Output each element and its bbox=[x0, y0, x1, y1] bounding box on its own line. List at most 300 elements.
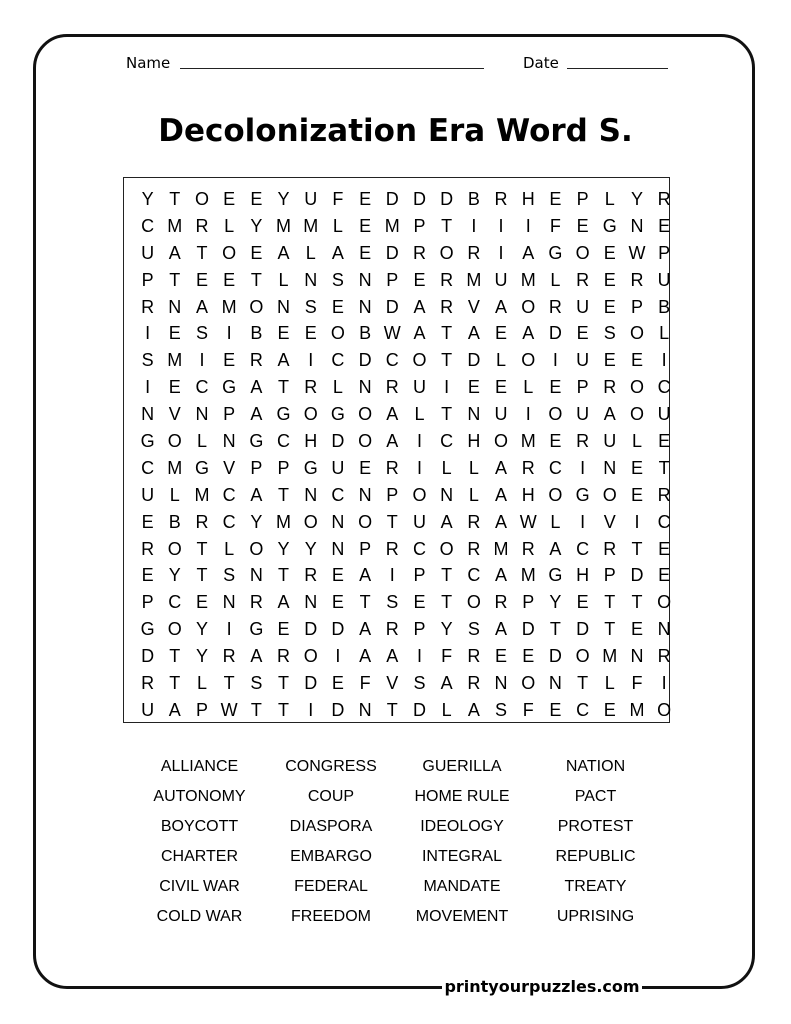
grid-letter[interactable]: C bbox=[331, 350, 345, 371]
grid-letter[interactable]: I bbox=[525, 215, 531, 236]
grid-letter[interactable]: P bbox=[413, 619, 426, 640]
grid-letter[interactable]: B bbox=[168, 511, 181, 532]
grid-letter[interactable]: A bbox=[495, 565, 508, 586]
grid-letter[interactable]: L bbox=[196, 431, 207, 452]
grid-letter[interactable]: T bbox=[250, 699, 262, 720]
grid-letter[interactable]: M bbox=[520, 269, 536, 290]
grid-letter[interactable]: B bbox=[658, 296, 671, 317]
grid-letter[interactable]: E bbox=[168, 377, 181, 398]
grid-letter[interactable]: U bbox=[576, 404, 590, 425]
grid-letter[interactable]: T bbox=[441, 215, 453, 236]
grid-letter[interactable]: R bbox=[249, 350, 263, 371]
grid-letter[interactable]: N bbox=[358, 269, 372, 290]
grid-letter[interactable]: E bbox=[277, 323, 290, 344]
grid-letter[interactable]: L bbox=[441, 699, 452, 720]
grid-letter[interactable]: Y bbox=[549, 592, 562, 613]
grid-letter[interactable]: N bbox=[168, 296, 182, 317]
grid-letter[interactable]: O bbox=[249, 296, 264, 317]
grid-letter[interactable]: E bbox=[630, 457, 643, 478]
grid-letter[interactable]: G bbox=[330, 404, 345, 425]
grid-letter[interactable]: A bbox=[195, 296, 208, 317]
grid-letter[interactable]: E bbox=[331, 565, 344, 586]
grid-letter[interactable]: M bbox=[276, 511, 292, 532]
grid-letter[interactable]: E bbox=[331, 296, 344, 317]
grid-letter[interactable]: E bbox=[141, 565, 154, 586]
grid-letter[interactable]: A bbox=[440, 511, 453, 532]
grid-letter[interactable]: C bbox=[331, 484, 345, 505]
grid-letter[interactable]: R bbox=[467, 538, 481, 559]
grid-letter[interactable]: V bbox=[223, 457, 236, 478]
grid-letter[interactable]: O bbox=[521, 673, 536, 694]
grid-letter[interactable]: O bbox=[575, 646, 590, 667]
grid-letter[interactable]: O bbox=[303, 404, 318, 425]
grid-letter[interactable]: L bbox=[305, 242, 316, 263]
grid-letter[interactable]: G bbox=[548, 565, 563, 586]
grid-letter[interactable]: A bbox=[549, 538, 562, 559]
grid-letter[interactable]: I bbox=[498, 215, 504, 236]
grid-letter[interactable]: R bbox=[141, 296, 155, 317]
grid-letter[interactable]: D bbox=[331, 431, 345, 452]
grid-letter[interactable]: T bbox=[278, 377, 290, 398]
grid-letter[interactable]: E bbox=[141, 511, 154, 532]
grid-letter[interactable]: E bbox=[549, 189, 562, 209]
grid-letter[interactable]: O bbox=[167, 619, 182, 640]
grid-letter[interactable]: T bbox=[278, 699, 290, 720]
grid-letter[interactable]: R bbox=[467, 511, 481, 532]
grid-letter[interactable]: T bbox=[169, 673, 181, 694]
grid-letter[interactable]: A bbox=[168, 242, 181, 263]
grid-letter[interactable]: D bbox=[467, 350, 481, 371]
grid-letter[interactable]: M bbox=[493, 538, 509, 559]
grid-letter[interactable]: E bbox=[277, 619, 290, 640]
grid-letter[interactable]: O bbox=[222, 242, 237, 263]
grid-letter[interactable]: E bbox=[413, 592, 426, 613]
grid-letter[interactable]: A bbox=[277, 242, 290, 263]
grid-letter[interactable]: D bbox=[331, 699, 345, 720]
grid-letter[interactable]: I bbox=[308, 699, 314, 720]
grid-letter[interactable]: M bbox=[520, 431, 536, 452]
grid-letter[interactable]: O bbox=[629, 377, 644, 398]
grid-letter[interactable]: S bbox=[467, 619, 480, 640]
grid-letter[interactable]: E bbox=[331, 673, 344, 694]
grid-letter[interactable]: M bbox=[194, 484, 210, 505]
grid-letter[interactable]: U bbox=[331, 457, 345, 478]
grid-letter[interactable]: A bbox=[359, 646, 372, 667]
grid-letter[interactable]: P bbox=[413, 215, 426, 236]
grid-letter[interactable]: T bbox=[577, 673, 589, 694]
grid-letter[interactable]: R bbox=[412, 242, 426, 263]
grid-letter[interactable]: D bbox=[412, 189, 426, 209]
grid-letter[interactable]: U bbox=[494, 404, 508, 425]
grid-letter[interactable]: R bbox=[576, 431, 590, 452]
grid-letter[interactable]: E bbox=[658, 431, 671, 452]
grid-letter[interactable]: A bbox=[277, 592, 290, 613]
grid-letter[interactable]: N bbox=[358, 484, 372, 505]
grid-letter[interactable]: E bbox=[467, 377, 480, 398]
grid-letter[interactable]: H bbox=[467, 431, 481, 452]
grid-letter[interactable]: D bbox=[385, 242, 399, 263]
grid-letter[interactable]: P bbox=[277, 457, 290, 478]
grid-letter[interactable]: C bbox=[195, 377, 209, 398]
grid-letter[interactable]: G bbox=[575, 484, 590, 505]
grid-letter[interactable]: L bbox=[523, 377, 534, 398]
grid-letter[interactable]: G bbox=[249, 431, 264, 452]
grid-letter[interactable]: D bbox=[358, 350, 372, 371]
grid-letter[interactable]: S bbox=[495, 699, 508, 720]
grid-letter[interactable]: O bbox=[358, 431, 373, 452]
grid-letter[interactable]: U bbox=[412, 377, 426, 398]
grid-letter[interactable]: E bbox=[549, 377, 562, 398]
grid-letter[interactable]: D bbox=[304, 673, 318, 694]
grid-letter[interactable]: L bbox=[441, 457, 452, 478]
grid-letter[interactable]: T bbox=[223, 673, 235, 694]
grid-letter[interactable]: I bbox=[199, 350, 205, 371]
grid-letter[interactable]: T bbox=[441, 323, 453, 344]
grid-letter[interactable]: U bbox=[412, 511, 426, 532]
grid-letter[interactable]: P bbox=[250, 457, 263, 478]
grid-letter[interactable]: F bbox=[441, 646, 453, 667]
grid-letter[interactable]: E bbox=[576, 215, 589, 236]
grid-letter[interactable]: O bbox=[303, 646, 318, 667]
grid-letter[interactable]: Y bbox=[195, 646, 208, 667]
grid-letter[interactable]: E bbox=[658, 565, 671, 586]
grid-letter[interactable]: F bbox=[631, 673, 643, 694]
grid-letter[interactable]: T bbox=[441, 592, 453, 613]
grid-letter[interactable]: T bbox=[278, 484, 290, 505]
grid-letter[interactable]: Y bbox=[304, 538, 317, 559]
grid-letter[interactable]: L bbox=[332, 377, 343, 398]
grid-letter[interactable]: E bbox=[658, 215, 671, 236]
grid-letter[interactable]: I bbox=[389, 565, 395, 586]
grid-letter[interactable]: U bbox=[494, 269, 508, 290]
grid-letter[interactable]: T bbox=[169, 189, 181, 209]
grid-letter[interactable]: M bbox=[221, 296, 237, 317]
grid-letter[interactable]: E bbox=[250, 242, 263, 263]
grid-letter[interactable]: E bbox=[658, 538, 671, 559]
grid-letter[interactable]: R bbox=[249, 592, 263, 613]
grid-letter[interactable]: E bbox=[304, 323, 317, 344]
grid-letter[interactable]: M bbox=[276, 215, 292, 236]
grid-letter[interactable]: C bbox=[576, 699, 590, 720]
grid-letter[interactable]: E bbox=[603, 296, 616, 317]
grid-letter[interactable]: D bbox=[304, 619, 318, 640]
grid-letter[interactable]: A bbox=[413, 323, 426, 344]
grid-letter[interactable]: P bbox=[223, 404, 236, 425]
grid-letter[interactable]: E bbox=[549, 699, 562, 720]
grid-letter[interactable]: R bbox=[657, 646, 671, 667]
grid-letter[interactable]: I bbox=[308, 350, 314, 371]
grid-letter[interactable]: N bbox=[304, 484, 318, 505]
grid-letter[interactable]: N bbox=[141, 404, 155, 425]
grid-letter[interactable]: A bbox=[467, 323, 480, 344]
grid-letter[interactable]: T bbox=[441, 565, 453, 586]
grid-letter[interactable]: T bbox=[631, 592, 643, 613]
grid-letter[interactable]: S bbox=[603, 323, 616, 344]
grid-letter[interactable]: O bbox=[521, 350, 536, 371]
grid-letter[interactable]: D bbox=[385, 296, 399, 317]
grid-letter[interactable]: O bbox=[439, 538, 454, 559]
grid-letter[interactable]: Y bbox=[250, 511, 263, 532]
grid-letter[interactable]: S bbox=[195, 323, 208, 344]
grid-letter[interactable]: S bbox=[413, 673, 426, 694]
grid-letter[interactable]: O bbox=[167, 431, 182, 452]
grid-letter[interactable]: E bbox=[195, 269, 208, 290]
grid-letter[interactable]: R bbox=[141, 538, 155, 559]
grid-letter[interactable]: A bbox=[413, 296, 426, 317]
grid-letter[interactable]: G bbox=[194, 457, 209, 478]
grid-letter[interactable]: C bbox=[576, 538, 590, 559]
grid-letter[interactable]: N bbox=[630, 646, 644, 667]
grid-letter[interactable]: N bbox=[331, 511, 345, 532]
grid-letter[interactable]: T bbox=[250, 269, 262, 290]
grid-letter[interactable]: I bbox=[226, 619, 232, 640]
grid-letter[interactable]: M bbox=[167, 215, 183, 236]
grid-letter[interactable]: R bbox=[385, 457, 399, 478]
grid-letter[interactable]: E bbox=[168, 323, 181, 344]
grid-letter[interactable]: R bbox=[494, 592, 508, 613]
grid-letter[interactable]: R bbox=[603, 538, 617, 559]
grid-letter[interactable]: R bbox=[467, 646, 481, 667]
grid-letter[interactable]: E bbox=[250, 189, 263, 209]
grid-letter[interactable]: I bbox=[661, 350, 667, 371]
grid-letter[interactable]: P bbox=[658, 242, 671, 263]
grid-letter[interactable]: V bbox=[386, 673, 399, 694]
grid-letter[interactable]: E bbox=[223, 350, 236, 371]
grid-letter[interactable]: E bbox=[413, 269, 426, 290]
grid-letter[interactable]: T bbox=[549, 619, 561, 640]
grid-letter[interactable]: P bbox=[576, 377, 589, 398]
grid-letter[interactable]: Y bbox=[440, 619, 453, 640]
grid-letter[interactable]: L bbox=[278, 269, 289, 290]
grid-letter[interactable]: N bbox=[603, 457, 617, 478]
grid-letter[interactable]: T bbox=[196, 538, 208, 559]
grid-letter[interactable]: P bbox=[141, 592, 154, 613]
grid-letter[interactable]: L bbox=[196, 673, 207, 694]
grid-letter[interactable]: L bbox=[604, 673, 615, 694]
grid-letter[interactable]: O bbox=[548, 404, 563, 425]
grid-letter[interactable]: R bbox=[222, 646, 236, 667]
grid-letter[interactable]: R bbox=[385, 377, 399, 398]
grid-letter[interactable]: R bbox=[603, 377, 617, 398]
grid-letter[interactable]: W bbox=[628, 242, 646, 263]
grid-letter[interactable]: A bbox=[440, 673, 453, 694]
grid-letter[interactable]: P bbox=[195, 699, 208, 720]
grid-letter[interactable]: H bbox=[521, 484, 535, 505]
grid-letter[interactable]: E bbox=[495, 323, 508, 344]
grid-letter[interactable]: H bbox=[576, 565, 590, 586]
grid-letter[interactable]: N bbox=[249, 565, 263, 586]
grid-letter[interactable]: C bbox=[168, 592, 182, 613]
grid-letter[interactable]: E bbox=[359, 215, 372, 236]
grid-letter[interactable]: F bbox=[549, 215, 561, 236]
grid-letter[interactable]: Y bbox=[630, 189, 643, 209]
grid-letter[interactable]: I bbox=[661, 673, 667, 694]
grid-letter[interactable]: G bbox=[548, 242, 563, 263]
grid-letter[interactable]: N bbox=[304, 592, 318, 613]
grid-letter[interactable]: T bbox=[278, 565, 290, 586]
grid-letter[interactable]: S bbox=[141, 350, 154, 371]
grid-letter[interactable]: L bbox=[468, 457, 479, 478]
grid-letter[interactable]: D bbox=[412, 699, 426, 720]
grid-letter[interactable]: T bbox=[441, 350, 453, 371]
grid-letter[interactable]: O bbox=[330, 323, 345, 344]
grid-letter[interactable]: A bbox=[495, 457, 508, 478]
grid-letter[interactable]: E bbox=[603, 699, 616, 720]
grid-letter[interactable]: E bbox=[495, 646, 508, 667]
grid-letter[interactable]: A bbox=[250, 484, 263, 505]
grid-letter[interactable]: G bbox=[140, 619, 155, 640]
grid-letter[interactable]: T bbox=[196, 565, 208, 586]
grid-letter[interactable]: O bbox=[358, 404, 373, 425]
grid-letter[interactable]: A bbox=[522, 242, 535, 263]
grid-letter[interactable]: D bbox=[548, 646, 562, 667]
grid-letter[interactable]: I bbox=[634, 511, 640, 532]
grid-letter[interactable]: I bbox=[145, 323, 151, 344]
grid-letter[interactable]: T bbox=[441, 404, 453, 425]
grid-letter[interactable]: R bbox=[195, 215, 209, 236]
grid-letter[interactable]: O bbox=[466, 592, 481, 613]
grid-letter[interactable]: U bbox=[304, 189, 318, 209]
grid-letter[interactable]: E bbox=[331, 592, 344, 613]
grid-letter[interactable]: D bbox=[385, 189, 399, 209]
grid-letter[interactable]: W bbox=[383, 323, 401, 344]
grid-letter[interactable]: O bbox=[521, 296, 536, 317]
grid-letter[interactable]: E bbox=[576, 592, 589, 613]
grid-letter[interactable]: P bbox=[576, 189, 589, 209]
grid-letter[interactable]: P bbox=[603, 565, 616, 586]
grid-letter[interactable]: D bbox=[548, 323, 562, 344]
grid-letter[interactable]: C bbox=[222, 511, 236, 532]
grid-letter[interactable]: Y bbox=[277, 538, 290, 559]
grid-letter[interactable]: I bbox=[580, 457, 586, 478]
grid-letter[interactable]: A bbox=[359, 565, 372, 586]
grid-letter[interactable]: O bbox=[602, 484, 617, 505]
grid-letter[interactable]: T bbox=[169, 269, 181, 290]
grid-letter[interactable]: B bbox=[359, 323, 372, 344]
grid-letter[interactable]: O bbox=[167, 538, 182, 559]
grid-letter[interactable]: E bbox=[223, 189, 236, 209]
grid-letter[interactable]: N bbox=[358, 377, 372, 398]
grid-letter[interactable]: A bbox=[359, 619, 372, 640]
grid-letter[interactable]: N bbox=[630, 215, 644, 236]
grid-letter[interactable]: L bbox=[414, 404, 425, 425]
grid-letter[interactable]: S bbox=[250, 673, 263, 694]
grid-letter[interactable]: R bbox=[657, 189, 671, 209]
grid-letter[interactable]: O bbox=[249, 538, 264, 559]
grid-letter[interactable]: L bbox=[550, 269, 561, 290]
grid-letter[interactable]: Y bbox=[195, 619, 208, 640]
grid-letter[interactable]: S bbox=[331, 269, 344, 290]
grid-letter[interactable]: O bbox=[412, 484, 427, 505]
grid-letter[interactable]: D bbox=[630, 565, 644, 586]
grid-letter[interactable]: P bbox=[386, 484, 399, 505]
grid-letter[interactable]: R bbox=[630, 269, 644, 290]
grid-letter[interactable]: P bbox=[522, 592, 535, 613]
grid-letter[interactable]: G bbox=[140, 431, 155, 452]
grid-letter[interactable]: C bbox=[141, 457, 155, 478]
grid-letter[interactable]: N bbox=[222, 431, 236, 452]
grid-letter[interactable]: I bbox=[525, 404, 531, 425]
grid-letter[interactable]: N bbox=[195, 404, 209, 425]
grid-letter[interactable]: R bbox=[657, 484, 671, 505]
grid-letter[interactable]: O bbox=[548, 484, 563, 505]
grid-letter[interactable]: U bbox=[141, 484, 155, 505]
grid-letter[interactable]: A bbox=[168, 699, 181, 720]
grid-letter[interactable]: U bbox=[657, 404, 671, 425]
grid-letter[interactable]: M bbox=[629, 699, 645, 720]
grid-letter[interactable]: P bbox=[413, 565, 426, 586]
grid-letter[interactable]: M bbox=[520, 565, 536, 586]
grid-letter[interactable]: O bbox=[629, 404, 644, 425]
date-field-line[interactable] bbox=[567, 68, 668, 69]
grid-letter[interactable]: U bbox=[657, 269, 671, 290]
grid-letter[interactable]: L bbox=[169, 484, 180, 505]
grid-letter[interactable]: P bbox=[141, 269, 154, 290]
name-field-line[interactable] bbox=[180, 68, 484, 69]
grid-letter[interactable]: E bbox=[630, 619, 643, 640]
grid-letter[interactable]: E bbox=[603, 269, 616, 290]
grid-letter[interactable]: N bbox=[548, 673, 562, 694]
grid-letter[interactable]: M bbox=[466, 269, 482, 290]
grid-letter[interactable]: I bbox=[498, 242, 504, 263]
grid-letter[interactable]: O bbox=[575, 242, 590, 263]
grid-letter[interactable]: O bbox=[494, 431, 509, 452]
grid-letter[interactable]: M bbox=[384, 215, 400, 236]
grid-letter[interactable]: N bbox=[277, 296, 291, 317]
grid-letter[interactable]: D bbox=[576, 619, 590, 640]
grid-letter[interactable]: B bbox=[250, 323, 263, 344]
grid-letter[interactable]: E bbox=[549, 431, 562, 452]
grid-letter[interactable]: T bbox=[658, 457, 670, 478]
grid-letter[interactable]: E bbox=[576, 323, 589, 344]
grid-letter[interactable]: E bbox=[495, 377, 508, 398]
grid-letter[interactable]: O bbox=[629, 323, 644, 344]
grid-letter[interactable]: E bbox=[522, 646, 535, 667]
grid-letter[interactable]: C bbox=[657, 511, 671, 532]
grid-letter[interactable]: M bbox=[602, 646, 618, 667]
grid-letter[interactable]: R bbox=[440, 269, 454, 290]
grid-letter[interactable]: R bbox=[576, 269, 590, 290]
grid-letter[interactable]: G bbox=[276, 404, 291, 425]
grid-letter[interactable]: A bbox=[495, 484, 508, 505]
grid-letter[interactable]: E bbox=[359, 457, 372, 478]
grid-letter[interactable]: T bbox=[359, 592, 371, 613]
grid-letter[interactable]: O bbox=[439, 242, 454, 263]
grid-letter[interactable]: R bbox=[548, 296, 562, 317]
grid-letter[interactable]: U bbox=[576, 296, 590, 317]
grid-letter[interactable]: I bbox=[444, 377, 450, 398]
grid-letter[interactable]: P bbox=[386, 269, 399, 290]
grid-letter[interactable]: L bbox=[631, 431, 642, 452]
grid-letter[interactable]: H bbox=[521, 189, 535, 209]
grid-letter[interactable]: A bbox=[386, 404, 399, 425]
grid-letter[interactable]: Y bbox=[141, 189, 154, 209]
grid-letter[interactable]: L bbox=[224, 538, 235, 559]
grid-letter[interactable]: I bbox=[335, 646, 341, 667]
grid-letter[interactable]: O bbox=[412, 350, 427, 371]
grid-letter[interactable]: N bbox=[494, 673, 508, 694]
grid-letter[interactable]: D bbox=[141, 646, 155, 667]
grid-letter[interactable]: C bbox=[141, 215, 155, 236]
grid-letter[interactable]: A bbox=[250, 404, 263, 425]
grid-letter[interactable]: Y bbox=[277, 189, 290, 209]
grid-letter[interactable]: N bbox=[358, 699, 372, 720]
grid-letter[interactable]: E bbox=[630, 484, 643, 505]
grid-letter[interactable]: W bbox=[220, 699, 238, 720]
grid-letter[interactable]: S bbox=[304, 296, 317, 317]
grid-letter[interactable]: C bbox=[657, 377, 671, 398]
grid-letter[interactable]: C bbox=[412, 538, 426, 559]
